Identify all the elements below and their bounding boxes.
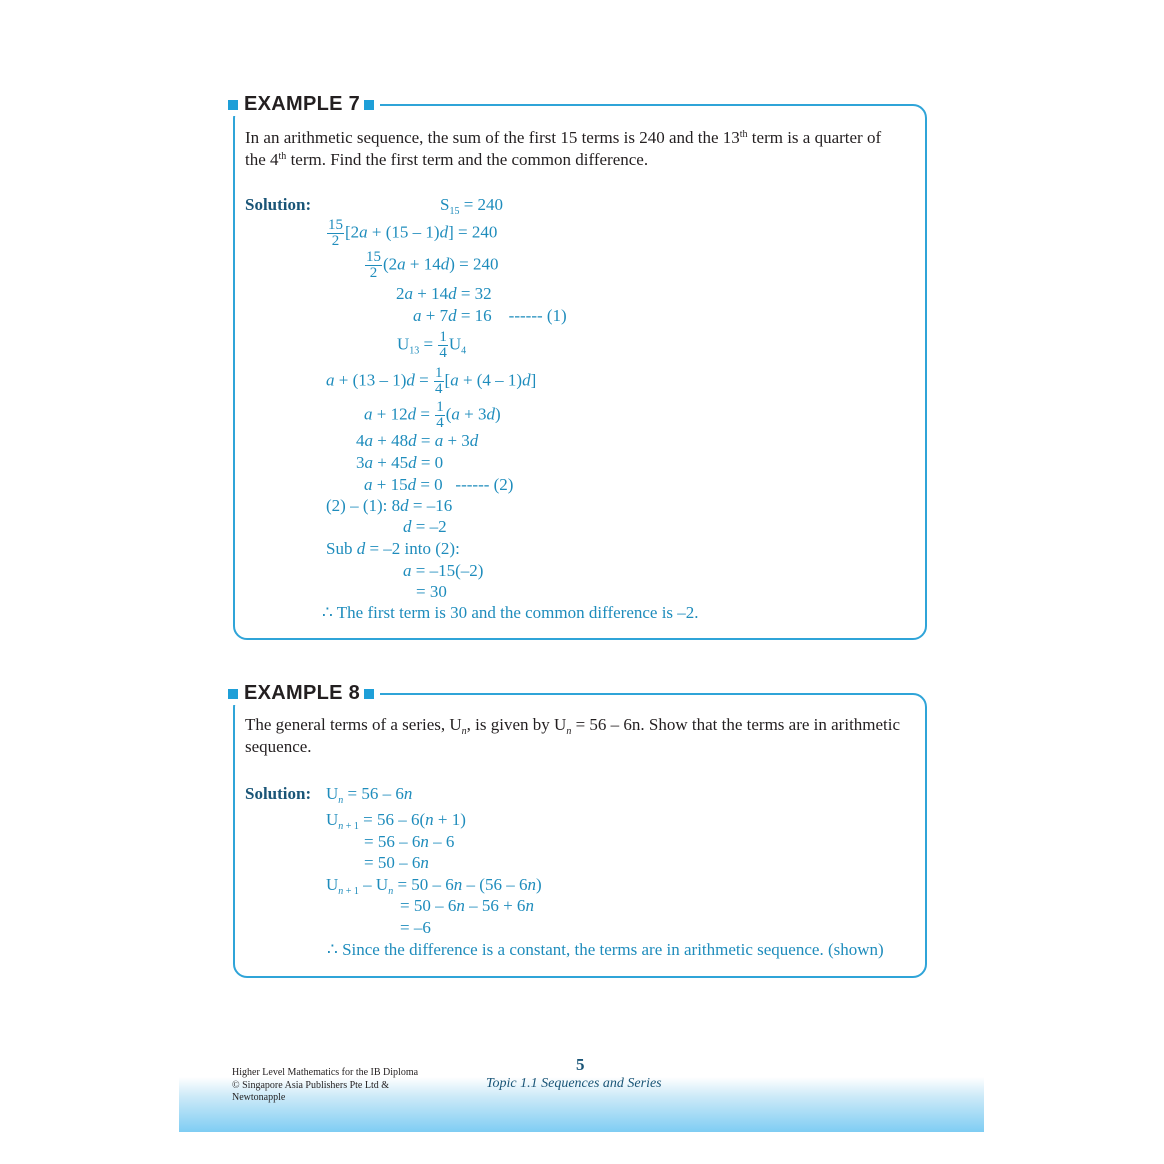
working-line: $U_n = 56 - 6n$ [326,784,413,806]
working-line: $U_{13}$ = $\frac{1}{4}$ $U_4$ [397,329,467,361]
working-line: $U_{n + 1} = 56 - 6(n + 1)$ [326,810,466,832]
working-line: = –6 [400,918,431,937]
square-bullet-icon [364,689,374,699]
example-8-conclusion: ∴ Since the difference is a constant, the terms are in arithmetic sequence. (shown) [327,940,884,959]
working-line: 3a + 45d = 0 [356,453,444,472]
page-number: 5 [576,1055,585,1074]
example-8-question-line-2: sequence. [245,737,312,756]
working-line: = 50 – 6n – 56 + 6n [400,896,534,915]
working-line: a + 7d = 16 ------ (1) [413,306,567,325]
working-line: d = –2 [403,517,447,536]
working-line: = 56 – 6n – 6 [364,832,455,851]
example-7-question-line-1: In an arithmetic sequence, the sum of the first 15 terms is 240 and the 13th term is a quarter of [245,128,882,147]
working-line: Sub d = –2 into (2): [326,539,460,558]
working-line: 2a + 14d = 32 [396,284,492,303]
example-8-title: EXAMPLE 8 [228,682,380,705]
example-7-conclusion: ∴ The first term is 30 and the common difference is –2. [322,603,699,622]
example-7-solution-label: Solution: [245,195,312,214]
working-line: a + 12d = $\frac{1}{4}$ (a + 3d) [364,399,501,431]
working-line: a + 15d = 0 ------ (2) [364,475,514,494]
working-line: = 50 – 6n [364,853,429,872]
working-line: $\frac{15}{2}$ [2a + (15 – 1)d] = 240 [328,217,498,249]
example-7-question-line-2: the 4th term. Find the first term and the common difference. [245,150,649,169]
square-bullet-icon [228,100,238,110]
working-line: $S_{15} = 240$ [440,195,504,217]
square-bullet-icon [228,689,238,699]
example-7-title: EXAMPLE 7 [228,93,380,116]
footer-book-info: Higher Level Mathematics for the IB Diploma © Singapore Asia Publishers Pte Ltd & Newtonapple [232,1067,419,1103]
working-line: a + (13 – 1)d = $\frac{1}{4}$ [a + (4 – 1)d] [326,365,537,397]
working-line: a = –15(–2) [403,561,484,580]
topic-title: Topic 1.1 Sequences and Series [486,1076,662,1091]
square-bullet-icon [364,100,374,110]
example-8-solution-label: Solution: [245,784,312,803]
working-line: (2) – (1): 8d = –16 [326,496,453,515]
working-line: 4a + 48d = a + 3d [356,431,479,450]
working-line: = 30 [416,582,447,601]
working-line: $\frac{15}{2}$ (2a + 14d) = 240 [366,249,499,281]
example-8-question-line-1: The general terms of a series, $U_n$, is given by $U_n = 56 - 6n$. Show that the terms are in arithmetic [245,715,901,737]
working-line: $U_{n + 1} - U_n = 50 - 6n - (56 - 6n)$ [326,875,542,897]
